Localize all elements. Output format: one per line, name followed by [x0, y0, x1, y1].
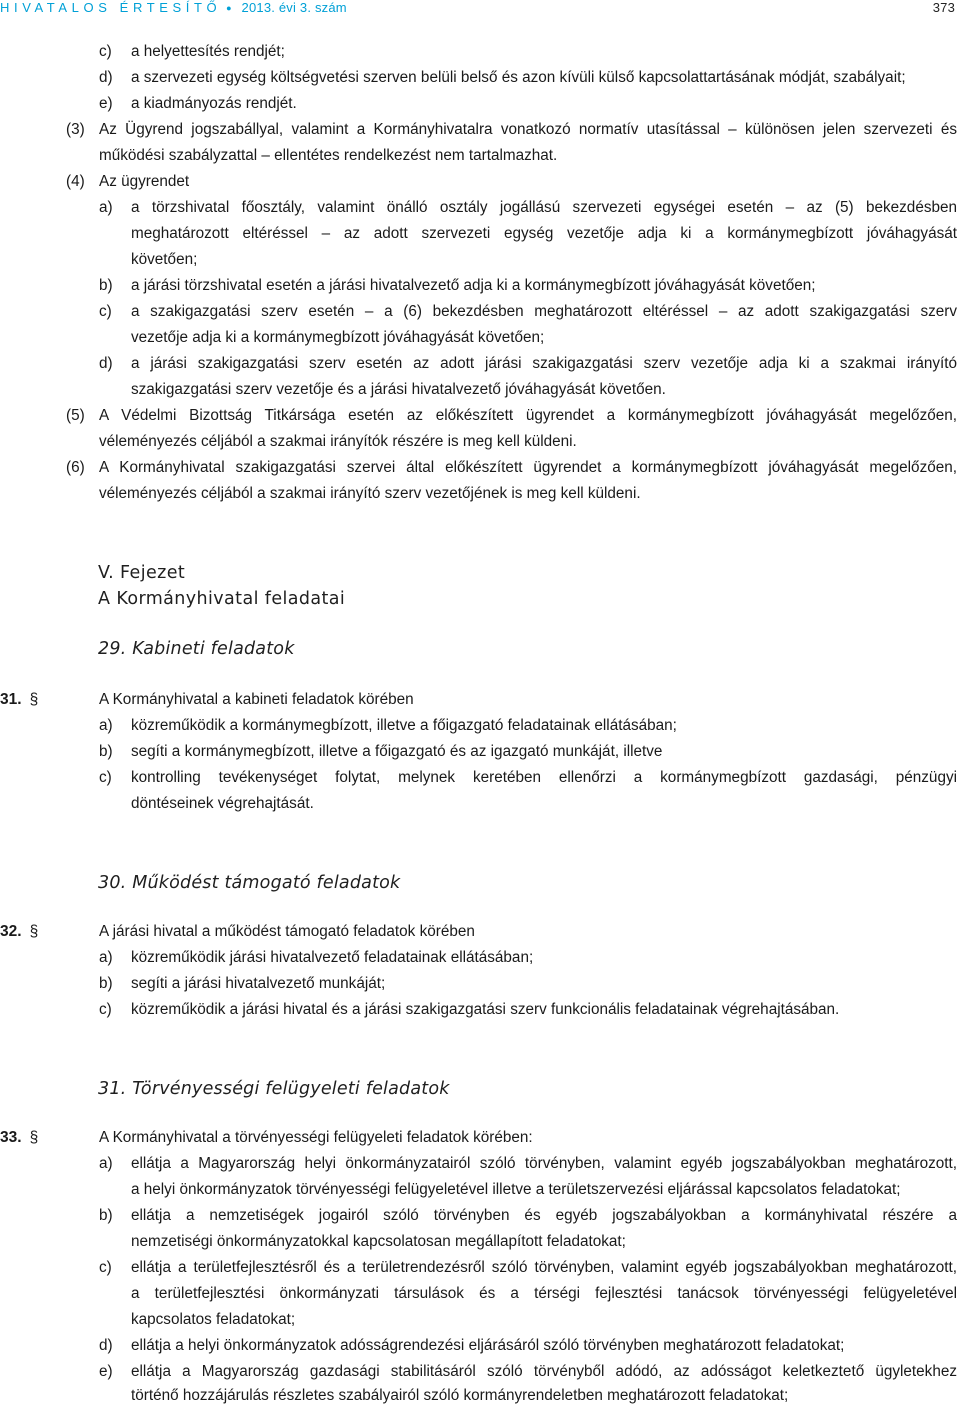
paragraph-sign-icon: §: [29, 923, 39, 940]
item-label: b): [99, 277, 113, 294]
paragraph-number: (3): [66, 121, 85, 138]
paragraph-text: Az ügyrendet: [99, 173, 190, 190]
section-heading: 29. Kabineti feladatok: [98, 639, 295, 659]
paragraph-text: véleményezés céljából a szakmai irányító szerv vezetőjének is meg kell küldeni.: [99, 485, 641, 502]
item-text: szakigazgatási szerv vezetője és a járási hivatalvezető jóváhagyását követően.: [131, 381, 666, 398]
item-label: a): [99, 199, 113, 216]
section-number-text: 33.: [0, 1129, 22, 1146]
item-text: történő hozzájárulás részletes szabályairól szóló kormányrendeletben meghatározott feladatokat;: [131, 1387, 789, 1404]
section-number-text: 31.: [0, 691, 22, 708]
item-text: kontrolling tevékenységet folytat, melynek keretében ellenőrzi a kormánymegbízott gazdasági, pénzügyi: [131, 769, 957, 786]
item-label: b): [99, 743, 113, 760]
paragraph-number: (6): [66, 459, 85, 476]
item-label: b): [99, 975, 113, 992]
chapter-number: V. Fejezet: [98, 563, 186, 583]
item-text: ellátja a helyi önkormányzatok adósságrendezési eljárásáról szóló törvényben meghatározott feladatokat;: [131, 1337, 845, 1354]
section-intro: A járási hivatal a működést támogató feladatok körében: [99, 923, 475, 940]
section-number-text: 32.: [0, 923, 22, 940]
page-number: 373: [932, 0, 955, 15]
item-label: d): [99, 69, 113, 86]
item-label: d): [99, 355, 113, 372]
item-text: ellátja a Magyarország gazdasági stabilitásáról szóló törvényből adódó, az adósságot keletkeztető ügyletekhez: [131, 1363, 957, 1380]
paragraph-text: Az Ügyrend jogszabállyal, valamint a Kormányhivatalra vonatkozó normatív utasítással – különösen jelen szervezeti és: [99, 121, 957, 138]
publication-title: HIVATALOS ÉRTESÍTŐ: [0, 0, 222, 15]
item-label: c): [99, 303, 112, 320]
item-text: a szervezeti egység költségvetési szerven belüli belső és azon kívüli külső kapcsolattartásának módját, szabályait;: [131, 69, 906, 86]
item-text: közreműködik járási hivatalvezető feladatainak ellátásában;: [131, 949, 534, 966]
item-label: d): [99, 1337, 113, 1354]
publication-info: [0, 0, 347, 15]
item-text: ellátja a területfejlesztésről és a területrendezésről szóló törvényben, valamint egyéb jogszabályokban meghatározott,: [131, 1259, 957, 1276]
item-text: meghatározott eltéréssel – az adott szervezeti egység vezetője adja ki a kormánymegbízott jóváhagyását: [131, 225, 957, 242]
paragraph-text: A Védelmi Bizottság Titkársága esetén az előkészített ügyrendet a kormánymegbízott jóváhagyását megelőzően,: [99, 407, 957, 424]
section-heading: 30. Működést támogató feladatok: [98, 873, 401, 893]
section-number: [0, 922, 38, 942]
item-label: c): [99, 1001, 112, 1018]
running-header: [0, 0, 960, 20]
item-text: közreműködik a járási hivatal és a járási szakigazgatási szerv funkcionális feladatainak végrehajtásában.: [131, 1001, 840, 1018]
item-text: a szakigazgatási szerv esetén – a (6) bekezdésben meghatározott eltéréssel – az adott szakigazgatási szerv: [131, 303, 957, 320]
paragraph-text: véleményezés céljából a szakmai irányítók részére is meg kell küldeni.: [99, 433, 577, 450]
paragraph-text: A Kormányhivatal szakigazgatási szervei által előkészített ügyrendet a kormánymegbízott jóváhagyását megelőzően,: [99, 459, 957, 476]
item-text: a helyettesítés rendjét;: [131, 43, 285, 60]
item-label: c): [99, 43, 112, 60]
item-label: a): [99, 717, 113, 734]
bullet-separator-icon: ●: [226, 3, 232, 13]
item-text: vezetője adja ki a kormánymegbízott jóváhagyását követően;: [131, 329, 545, 346]
paragraph-number: (4): [66, 173, 85, 190]
item-text: segíti a kormánymegbízott, illetve a főigazgató és az igazgató munkáját, illetve: [131, 743, 663, 760]
issue-number: 2013. évi 3. szám: [241, 0, 347, 15]
section-number: [0, 1128, 38, 1148]
paragraph-sign-icon: §: [29, 1129, 39, 1146]
item-text: segíti a járási hivatalvezető munkáját;: [131, 975, 386, 992]
item-text: a helyi önkormányzatok törvényességi felügyeletével illetve a területszervezési eljárással kapcsolatos feladatokat;: [131, 1181, 901, 1198]
item-text: a kiadmányozás rendjét.: [131, 95, 297, 112]
paragraph-sign-icon: §: [29, 691, 39, 708]
item-label: a): [99, 1155, 113, 1172]
item-text: a járási törzshivatal esetén a járási hivatalvezető adja ki a kormánymegbízott jóváhagyását követően;: [131, 277, 816, 294]
item-text: a járási szakigazgatási szerv esetén az adott járási szakigazgatási szerv vezetője adja ki a szakmai irányító: [131, 355, 957, 372]
item-text: kapcsolatos feladatokat;: [131, 1311, 296, 1328]
item-text: ellátja a nemzetiségek jogairól szóló törvényben és egyéb jogszabályokban a kormányhivatal részére a: [131, 1207, 957, 1224]
paragraph-text: működési szabályzattal – ellentétes rendelkezést nem tartalmazhat.: [99, 147, 558, 164]
item-text: a területfejlesztési önkormányzati társulások és a térségi fejlesztési tanácsok törvényességi felügyeletével: [131, 1285, 957, 1302]
item-text: közreműködik a kormánymegbízott, illetve a főigazgató feladatainak ellátásában;: [131, 717, 677, 734]
item-label: b): [99, 1207, 113, 1224]
item-text: ellátja a Magyarország helyi önkormányzatairól szóló törvényben, valamint egyéb jogszabályokban meghatározott,: [131, 1155, 957, 1172]
item-label: a): [99, 949, 113, 966]
item-label: c): [99, 769, 112, 786]
item-label: e): [99, 95, 113, 112]
item-label: c): [99, 1259, 112, 1276]
paragraph-number: (5): [66, 407, 85, 424]
section-intro: A Kormányhivatal a törvényességi felügyeleti feladatok körében:: [99, 1129, 533, 1146]
item-text: döntéseinek végrehajtását.: [131, 795, 314, 812]
item-text: nemzetiségi önkormányzatokkal kapcsolatosan megállapított feladatokat;: [131, 1233, 626, 1250]
chapter-title: A Kormányhivatal feladatai: [98, 589, 346, 609]
section-heading: 31. Törvényességi felügyeleti feladatok: [98, 1079, 450, 1099]
item-text: követően;: [131, 251, 198, 268]
section-intro: A Kormányhivatal a kabineti feladatok körében: [99, 691, 414, 708]
item-label: e): [99, 1363, 113, 1380]
item-text: a törzshivatal főosztály, valamint önálló osztály jogállású szervezeti egységei esetén – az (5) bekezdésben: [131, 199, 957, 216]
section-number: [0, 690, 38, 710]
